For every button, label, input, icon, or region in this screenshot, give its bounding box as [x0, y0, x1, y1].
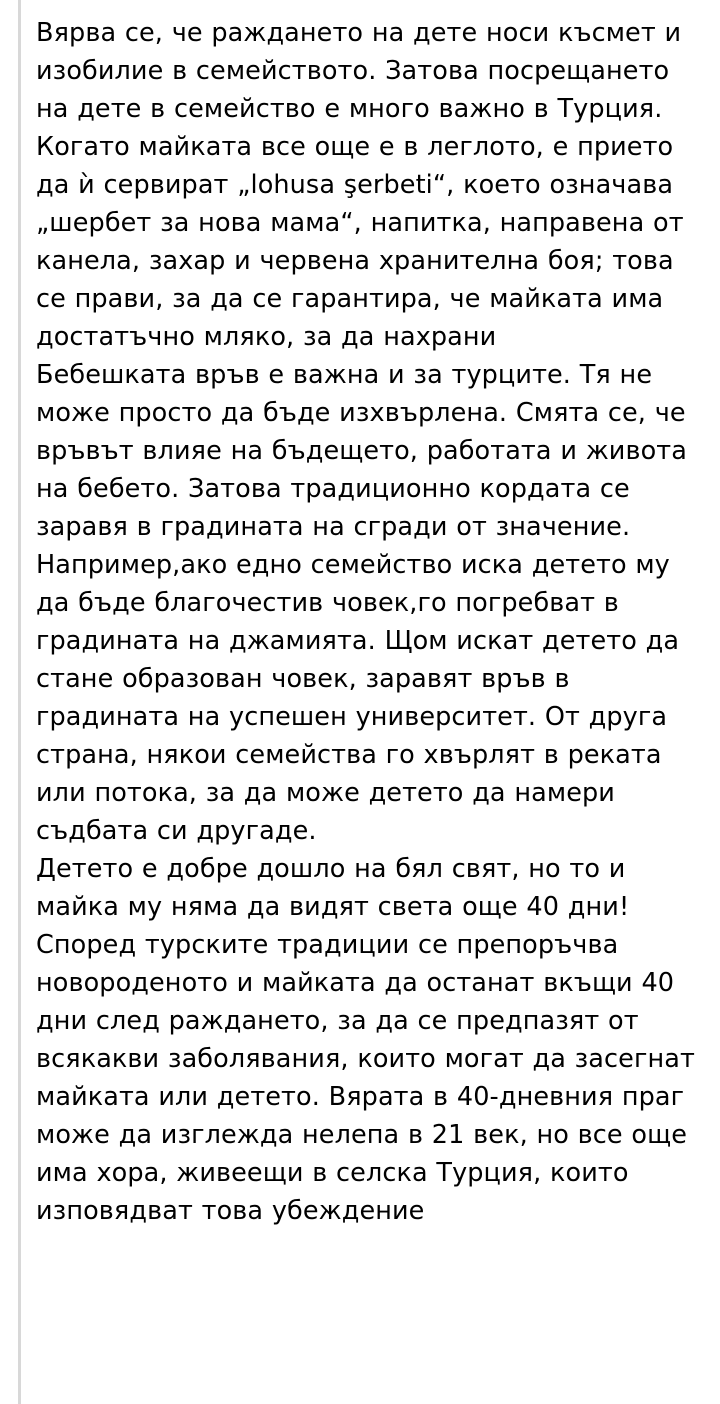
paragraph-3: Детето е добре дошло на бял свят, но то и майка му няма да видят света още 40 дни! Според турските традиции се препоръчва новороденото и майката да останат вкъщи 40 дни след раждането, за да се предпазят от всякакви заболявания, които могат да засегнат майката или детето. Вярата в 40-дневния праг може да изглежда нелепа в 21 век, но все още има хора, живеещи в селска Турция, които изповядват това убеждение [36, 854, 695, 1226]
document-body [36, 14, 698, 1230]
paragraph-1: Вярва се, че раждането на дете носи късмет и изобилие в семейството. Затова посрещането на дете в семейство е много важно в Турция. Когато майката все още е в леглото, е прието да ѝ сервират „lohusa şerbeti“, което означава „шербет за нова мама“, напитка, направена от канела, захар и червена хранителна боя; това се прави, за да се гарантира, че майката има достатъчно мляко, за да нахрани [36, 18, 684, 352]
paragraph-2: Бебешката връв е важна и за турците. Тя не може просто да бъде изхвърлена. Смята се, че връвът влияе на бъдещето, работата и живота на бебето. Затова традиционно кордата се заравя в градината на сгради от значение. Например,ако едно семейство иска детето му да бъде благочестив човек,го погребват в градината на джамията. Щом искат детето да стане образован човек, заравят връв в градината на успешен университет. От друга страна, някои семейства го хвърлят в реката или потока, за да може детето да намери съдбата си другаде. [36, 360, 687, 846]
left-margin-rule [18, 0, 21, 1404]
